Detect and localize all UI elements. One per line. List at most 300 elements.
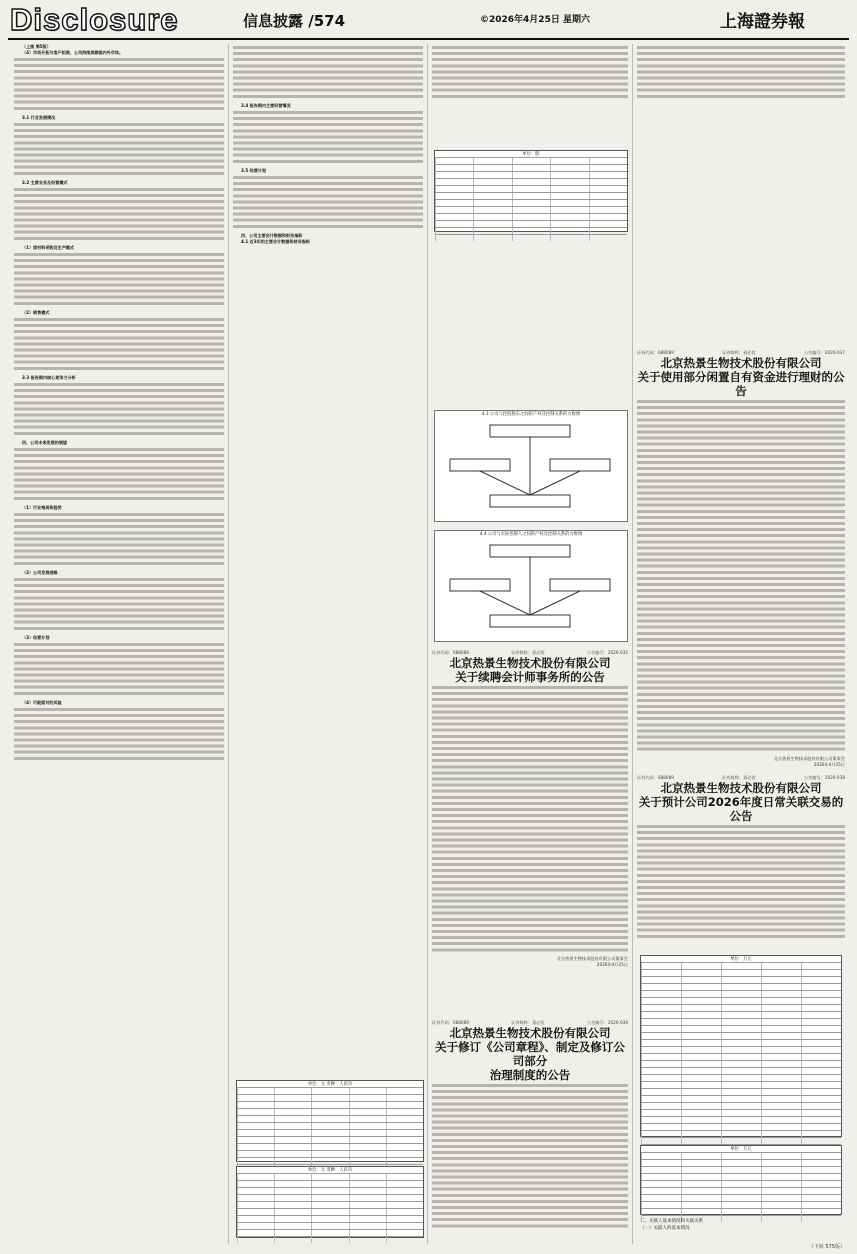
table-cell: [386, 1137, 423, 1143]
table-cell: [274, 1202, 311, 1208]
table-cell: [274, 1137, 311, 1143]
table-cell: [641, 977, 681, 983]
table-cell: [801, 991, 841, 997]
table-row: [641, 997, 841, 1004]
table-row: [641, 976, 841, 983]
table-cell: [761, 1082, 801, 1088]
table-cell: [237, 1237, 274, 1243]
section-heading: 3.3 报告期内核心竞争力分析: [22, 375, 76, 381]
table-row: [641, 1011, 841, 1018]
table-cell: [761, 1054, 801, 1060]
table-cell: [721, 1103, 761, 1109]
table-row: [641, 1116, 841, 1123]
section-heading: 3.2 主营业务及经营模式: [22, 180, 68, 186]
table-row: [237, 1236, 423, 1243]
table-cell: [721, 1026, 761, 1032]
table-cell: [237, 1202, 274, 1208]
body-filler: [637, 46, 845, 101]
table-cell: [801, 1068, 841, 1074]
table-cell: [801, 1209, 841, 1215]
table-cell: [681, 1040, 721, 1046]
table-cell: [801, 1188, 841, 1194]
table-cell: [801, 1131, 841, 1137]
table-row: [641, 962, 841, 969]
table-cell: [801, 1167, 841, 1173]
table-cell: [721, 1188, 761, 1194]
table-cell: [512, 221, 550, 227]
table-cell: [681, 1117, 721, 1123]
announcement-title: 北京热景生物技术股份有限公司: [660, 781, 822, 795]
table-cell: [237, 1102, 274, 1108]
disclosure-brand: Disclosure: [10, 2, 179, 37]
section-heading: （4）可能面对的风险: [22, 699, 62, 705]
table-row: [237, 1122, 423, 1129]
table-cell: [801, 1040, 841, 1046]
announcement-title: 公告: [729, 809, 753, 823]
body-filler: [14, 578, 224, 633]
table-cell: [761, 1195, 801, 1201]
table-cell: [721, 1005, 761, 1011]
table-cell: [681, 963, 721, 969]
announcement-number: 公告编号：2026-037: [803, 350, 845, 355]
table-row: [641, 969, 841, 976]
table-cell: [349, 1116, 386, 1122]
financial-table-1: [236, 1080, 424, 1162]
table-cell: [311, 1102, 348, 1108]
table-cell: [311, 1223, 348, 1229]
table-cell: [274, 1158, 311, 1164]
table-row: [237, 1150, 423, 1157]
table-cell: [550, 214, 588, 220]
table-cell: [801, 1174, 841, 1180]
announcement-wealth-management: [637, 350, 845, 768]
table-cell: [761, 1075, 801, 1081]
table-cell: [386, 1123, 423, 1129]
table-cell: [801, 1124, 841, 1130]
table-cell: [721, 1131, 761, 1137]
table-cell: [721, 1181, 761, 1187]
table-cell: [681, 970, 721, 976]
table-cell: [274, 1123, 311, 1129]
table-cell: [512, 186, 550, 192]
table-cell: [349, 1237, 386, 1243]
table-cell: [435, 186, 473, 192]
table-cell: [641, 963, 681, 969]
stock-code: 证券代码：688089: [637, 775, 674, 780]
table-cell: [386, 1088, 423, 1094]
table-cell: [681, 1082, 721, 1088]
table-cell: [237, 1223, 274, 1229]
table-cell: [721, 1202, 761, 1208]
table-cell: [761, 1174, 801, 1180]
table-cell: [801, 1075, 841, 1081]
box: [450, 459, 510, 471]
table-cell: [761, 1188, 801, 1194]
table-cell: [681, 1047, 721, 1053]
table-cell: [641, 1075, 681, 1081]
announcement-date: 2026年4月25日: [813, 761, 845, 767]
table-cell: [589, 186, 627, 192]
table-cell: [311, 1095, 348, 1101]
table-cell: [435, 235, 473, 241]
table-cell: [386, 1223, 423, 1229]
table-row: [237, 1136, 423, 1143]
table-cell: [311, 1188, 348, 1194]
section-heading: 四、公司主要会计数据和财务指标: [241, 232, 303, 238]
table-cell: [589, 193, 627, 199]
table-cell: [274, 1095, 311, 1101]
table-cell: [311, 1130, 348, 1136]
table-cell: [761, 984, 801, 990]
body-filler: [14, 123, 224, 178]
table-cell: [681, 1061, 721, 1067]
table-cell: [386, 1130, 423, 1136]
table-cell: [681, 1033, 721, 1039]
table-cell: [761, 1040, 801, 1046]
table-cell: [386, 1144, 423, 1150]
table-cell: [641, 1153, 681, 1159]
table-cell: [801, 977, 841, 983]
table-cell: [761, 1103, 801, 1109]
body-filler: [233, 111, 423, 166]
table-row: [641, 1039, 841, 1046]
table-cell: [435, 200, 473, 206]
table-cell: [349, 1144, 386, 1150]
table-row: [641, 1130, 841, 1137]
table-cell: [589, 165, 627, 171]
table-cell: [435, 179, 473, 185]
table-cell: [721, 1061, 761, 1067]
announcement-body: [432, 1084, 628, 1230]
table-cell: [550, 221, 588, 227]
announcement-title: 关于续聘会计师事务所的公告: [455, 670, 605, 684]
table-cell: [721, 1110, 761, 1116]
table-cell: [721, 1019, 761, 1025]
table-row: [435, 185, 627, 192]
table-cell: [761, 1138, 801, 1144]
table-cell: [473, 193, 511, 199]
table-row: [641, 1173, 841, 1180]
table-cell: [349, 1216, 386, 1222]
table-cell: [801, 1160, 841, 1166]
table-row: [641, 1109, 841, 1116]
table-cell: [349, 1102, 386, 1108]
table-cell: [721, 1153, 761, 1159]
announcement-auditor: [432, 650, 628, 968]
table-cell: [681, 984, 721, 990]
table-cell: [237, 1095, 274, 1101]
table-cell: [761, 1012, 801, 1018]
section-heading: 四、公司未来发展的展望: [22, 440, 68, 445]
table-cell: [761, 1202, 801, 1208]
table-cell: [721, 1195, 761, 1201]
table-cell: [681, 1131, 721, 1137]
table-cell: [641, 1047, 681, 1053]
announcement-title: 治理制度的公告: [489, 1068, 571, 1082]
table-cell: [386, 1109, 423, 1115]
table-cell: [721, 1174, 761, 1180]
table-cell: [681, 1089, 721, 1095]
table-cell: [721, 1068, 761, 1074]
table-cell: [641, 1026, 681, 1032]
table-cell: [761, 1167, 801, 1173]
table-cell: [681, 1153, 721, 1159]
table-cell: [311, 1202, 348, 1208]
table-cell: [721, 1209, 761, 1215]
left-article: [14, 44, 224, 1244]
table-cell: [274, 1181, 311, 1187]
table-cell: [801, 1033, 841, 1039]
table-row: [641, 983, 841, 990]
table-cell: [721, 1138, 761, 1144]
table-cell: [801, 1216, 841, 1222]
table-row: [237, 1115, 423, 1122]
table-caption: 单位：万元: [730, 1147, 752, 1152]
section-heading: 3.1 行业发展情况: [22, 115, 56, 121]
table-cell: [641, 998, 681, 1004]
table-cell: [473, 179, 511, 185]
body-filler: [14, 188, 224, 243]
table-row: [237, 1101, 423, 1108]
announcement-title: 北京热景生物技术股份有限公司: [449, 1026, 611, 1040]
ownership-chart-1: [434, 410, 628, 522]
body-filler: [233, 46, 423, 101]
table-cell: [681, 1209, 721, 1215]
chart-caption: 4.4 公司与实际控制人之间的产权及控制关系的方框图: [479, 532, 583, 537]
table-cell: [721, 1216, 761, 1222]
table-cell: [589, 207, 627, 213]
table-cell: [801, 963, 841, 969]
continued-note: （下转 575版）: [808, 1244, 845, 1250]
table-cell: [641, 1138, 681, 1144]
table-cell: [386, 1216, 423, 1222]
announcement-date: 2026年4月25日: [596, 962, 628, 968]
table-cell: [641, 1061, 681, 1067]
section-heading: 3.4 报告期内主要经营情况: [241, 102, 291, 108]
announcement-body: [637, 400, 845, 754]
table-cell: [641, 991, 681, 997]
announcement-number: 公告编号：2026-038: [803, 775, 845, 780]
table-cell: [386, 1209, 423, 1215]
table-cell: [550, 228, 588, 234]
table-cell: [589, 235, 627, 241]
stock-short-name: 证券简称：嘉必优: [511, 650, 545, 655]
box: [490, 425, 570, 437]
table-caption: 单位：股: [522, 152, 540, 157]
table-cell: [386, 1174, 423, 1180]
table-cell: [311, 1144, 348, 1150]
shareholder-table: [434, 150, 628, 232]
table-cell: [237, 1216, 274, 1222]
table-cell: [589, 200, 627, 206]
table-cell: [761, 1131, 801, 1137]
table-cell: [761, 991, 801, 997]
table-cell: [641, 1033, 681, 1039]
table-cell: [721, 998, 761, 1004]
table-cell: [681, 991, 721, 997]
table-cell: [801, 1117, 841, 1123]
table-cell: [721, 1054, 761, 1060]
table-cell: [435, 193, 473, 199]
body-filler: [14, 513, 224, 568]
table-cell: [681, 998, 721, 1004]
table-cell: [641, 1068, 681, 1074]
table-cell: [761, 1124, 801, 1130]
table-cell: [641, 1096, 681, 1102]
section-heading: （1）原材料采购及生产模式: [22, 245, 74, 251]
body-filler: [14, 708, 224, 763]
table-cell: [641, 1054, 681, 1060]
table-cell: [681, 1012, 721, 1018]
section-heading: （4）市场开拓与客户拓展，公司持续深耕国内外市场。: [22, 50, 124, 56]
table-cell: [681, 1096, 721, 1102]
table-cell: [237, 1116, 274, 1122]
right-top-text: [637, 44, 845, 344]
table-cell: [761, 1209, 801, 1215]
ownership-chart-2: [434, 530, 628, 642]
announcement-number: 公告编号：2026-035: [586, 650, 628, 655]
table-cell: [721, 1089, 761, 1095]
body-filler: [14, 383, 224, 438]
table-cell: [274, 1109, 311, 1115]
table-cell: [237, 1088, 274, 1094]
table-cell: [589, 228, 627, 234]
table-row: [641, 1025, 841, 1032]
table-cell: [274, 1130, 311, 1136]
table-cell: [641, 1160, 681, 1166]
table-row: [435, 157, 627, 164]
table-cell: [349, 1158, 386, 1164]
table-cell: [349, 1151, 386, 1157]
stock-short-name: 证券简称：嘉必优: [511, 1020, 545, 1025]
table-row: [237, 1108, 423, 1115]
table-cell: [512, 165, 550, 171]
table-row: [237, 1094, 423, 1101]
table-cell: [681, 1019, 721, 1025]
table-cell: [641, 1209, 681, 1215]
table-cell: [386, 1095, 423, 1101]
table-cell: [349, 1095, 386, 1101]
table-cell: [681, 1110, 721, 1116]
body-filler: [14, 253, 224, 308]
table-cell: [349, 1195, 386, 1201]
table-cell: [681, 1167, 721, 1173]
table-cell: [801, 1082, 841, 1088]
table-cell: [349, 1181, 386, 1187]
table-cell: [801, 984, 841, 990]
table-cell: [721, 1117, 761, 1123]
table-row: [237, 1208, 423, 1215]
table-cell: [641, 1103, 681, 1109]
table-cell: [274, 1144, 311, 1150]
table-cell: [681, 1202, 721, 1208]
table-cell: [641, 1019, 681, 1025]
table-row: [435, 192, 627, 199]
table-cell: [681, 1026, 721, 1032]
table-cell: [237, 1174, 274, 1180]
table-cell: [550, 193, 588, 199]
body-filler: [432, 46, 628, 101]
section-heading: （1）行业格局和趋势: [22, 504, 62, 510]
table-cell: [801, 1047, 841, 1053]
table-cell: [237, 1109, 274, 1115]
table-cell: [237, 1195, 274, 1201]
table-cell: [386, 1188, 423, 1194]
table-cell: [761, 1047, 801, 1053]
table-cell: [435, 228, 473, 234]
table-cell: [641, 1089, 681, 1095]
table-cell: [237, 1137, 274, 1143]
table-cell: [311, 1230, 348, 1236]
table-cell: [435, 165, 473, 171]
table-cell: [641, 1082, 681, 1088]
table-cell: [641, 1117, 681, 1123]
table-cell: [589, 172, 627, 178]
table-cell: [473, 200, 511, 206]
table-cell: [435, 214, 473, 220]
table-cell: [721, 1096, 761, 1102]
box: [550, 459, 610, 471]
table-cell: [761, 998, 801, 1004]
table-cell: [761, 1005, 801, 1011]
table-cell: [641, 1110, 681, 1116]
related-transaction-table-a: [640, 955, 842, 1137]
column-divider: [427, 44, 428, 1244]
box: [490, 495, 570, 507]
table-cell: [681, 1188, 721, 1194]
table-cell: [721, 970, 761, 976]
table-row: [435, 234, 627, 241]
table-cell: [801, 1202, 841, 1208]
table-cell: [311, 1237, 348, 1243]
table-cell: [641, 970, 681, 976]
table-cell: [801, 1138, 841, 1144]
table-cell: [473, 172, 511, 178]
table-cell: [512, 158, 550, 164]
table-cell: [237, 1130, 274, 1136]
table-cell: [237, 1181, 274, 1187]
table-row: [237, 1201, 423, 1208]
table-cell: [311, 1209, 348, 1215]
table-row: [435, 178, 627, 185]
table-row: [237, 1173, 423, 1180]
table-cell: [801, 970, 841, 976]
masthead-rule: [8, 38, 849, 40]
table-cell: [349, 1188, 386, 1194]
body-filler: [14, 448, 224, 503]
ownership-diagram: [435, 537, 625, 637]
table-cell: [237, 1151, 274, 1157]
box: [550, 579, 610, 591]
table-cell: [801, 998, 841, 1004]
table-cell: [435, 172, 473, 178]
table-cell: [386, 1195, 423, 1201]
table-cell: [311, 1151, 348, 1157]
table-row: [641, 1159, 841, 1166]
table-row: [641, 1180, 841, 1187]
section-heading: （3）经营计划: [22, 634, 50, 640]
table-cell: [386, 1230, 423, 1236]
table-cell: [589, 221, 627, 227]
table-cell: [237, 1123, 274, 1129]
section-title: 信息披露 /574: [243, 12, 346, 30]
table-cell: [721, 1167, 761, 1173]
table-cell: [311, 1116, 348, 1122]
chart-caption: 4.3 公司与控股股东之间的产权及控制关系的方框图: [481, 412, 581, 417]
table-cell: [761, 1096, 801, 1102]
table-cell: [550, 158, 588, 164]
table-cell: [641, 1202, 681, 1208]
